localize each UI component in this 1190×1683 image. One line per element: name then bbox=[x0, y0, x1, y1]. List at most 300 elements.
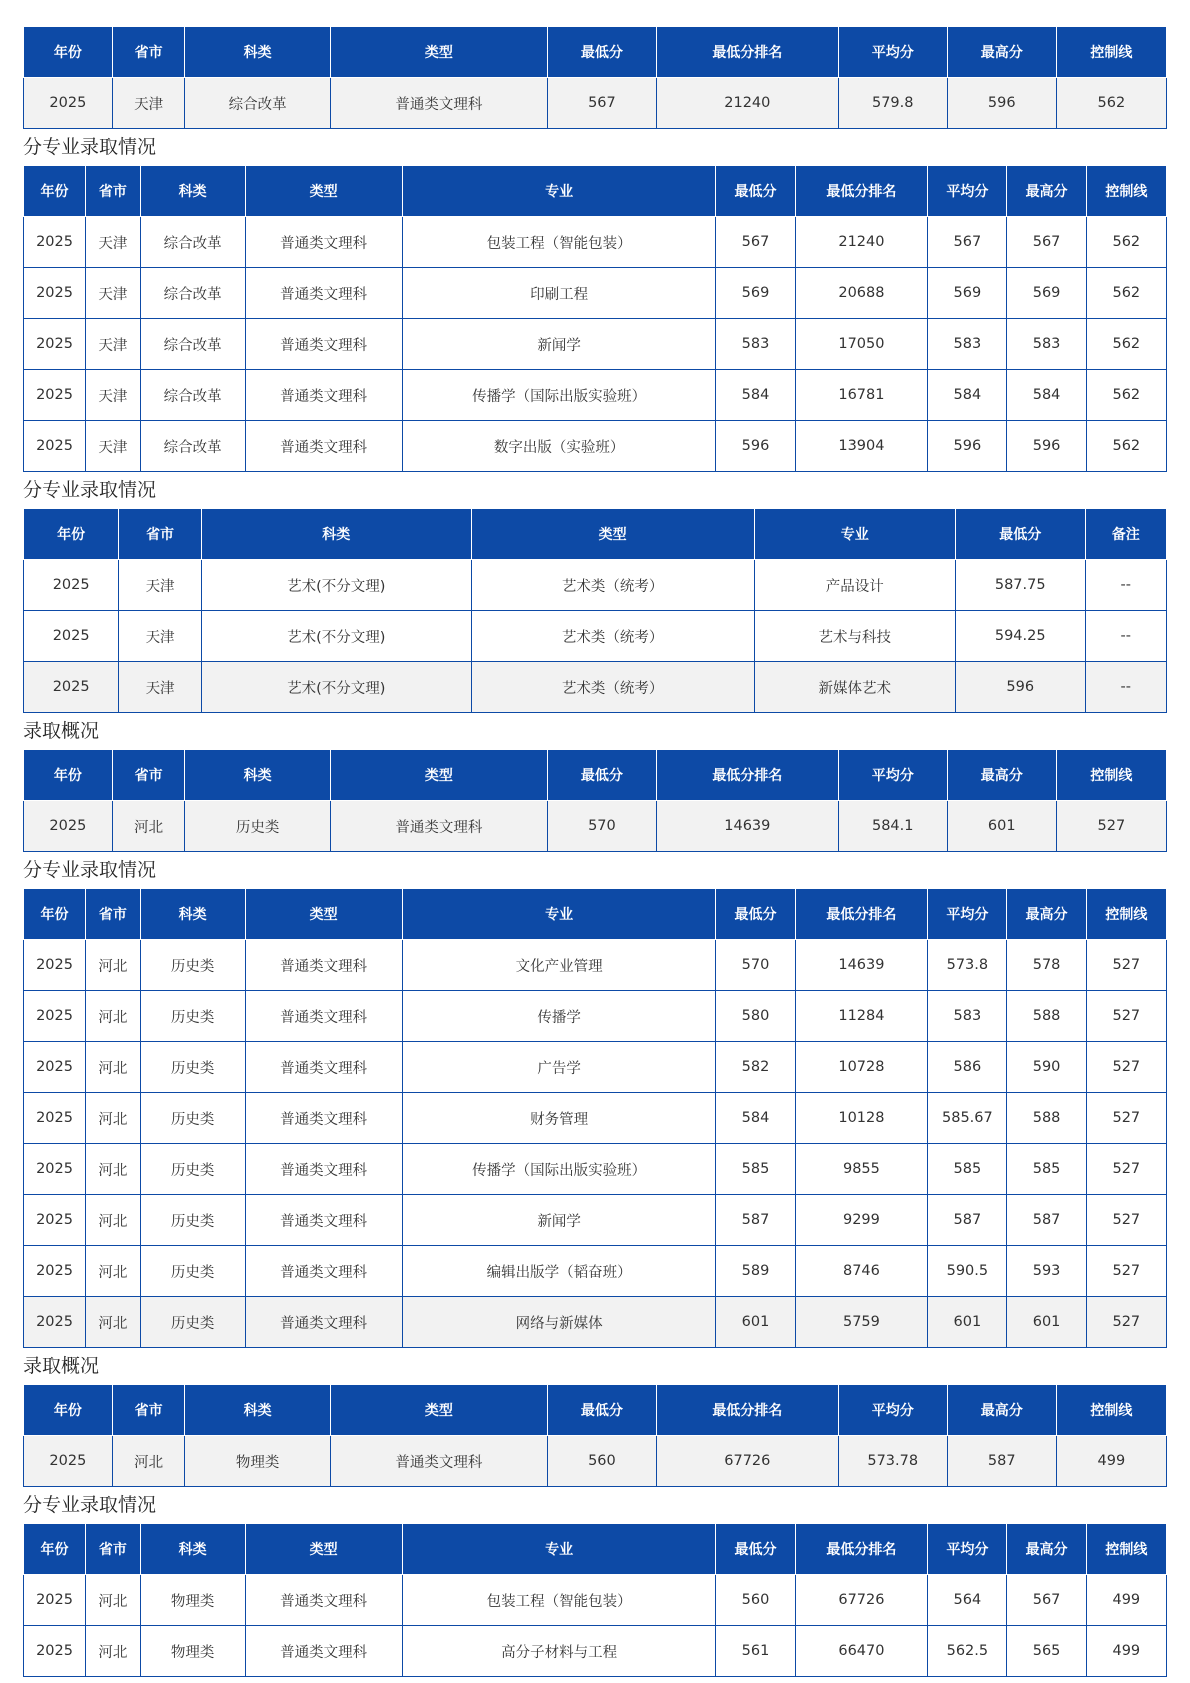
table-cell: 传播学 bbox=[402, 991, 716, 1042]
table-cell: 2025 bbox=[24, 1144, 86, 1195]
table-cell: 594.25 bbox=[955, 611, 1085, 662]
table-cell: 天津 bbox=[86, 268, 141, 319]
column-header: 平均分 bbox=[928, 889, 1007, 940]
column-header: 控制线 bbox=[1056, 750, 1166, 801]
table-cell: -- bbox=[1085, 662, 1166, 713]
table-cell: 普通类文理科 bbox=[245, 1575, 402, 1626]
column-header: 最低分 bbox=[716, 1524, 795, 1575]
column-header: 平均分 bbox=[928, 166, 1007, 217]
table-cell: 历史类 bbox=[140, 991, 245, 1042]
column-header: 备注 bbox=[1085, 509, 1166, 560]
table-cell: 河北 bbox=[86, 1297, 141, 1348]
table-cell: 财务管理 bbox=[402, 1093, 716, 1144]
table-row bbox=[24, 662, 1167, 713]
table-cell: 历史类 bbox=[185, 801, 330, 852]
table-cell: 596 bbox=[928, 421, 1007, 472]
column-header: 年份 bbox=[24, 166, 86, 217]
table-cell: 567 bbox=[1007, 217, 1086, 268]
table-row bbox=[24, 1436, 1167, 1487]
column-header: 最高分 bbox=[947, 1385, 1056, 1436]
column-header: 最低分排名 bbox=[795, 1524, 928, 1575]
table-cell: 艺术(不分文理) bbox=[201, 560, 471, 611]
column-header: 最低分排名 bbox=[656, 27, 838, 78]
table-cell: 普通类文理科 bbox=[245, 1042, 402, 1093]
column-header: 类型 bbox=[471, 509, 754, 560]
table-cell: 67726 bbox=[656, 1436, 838, 1487]
table-cell: 20688 bbox=[795, 268, 928, 319]
column-header: 最高分 bbox=[947, 750, 1056, 801]
table-header-row bbox=[24, 166, 1167, 217]
section-title: 录取概况 bbox=[23, 1355, 100, 1377]
column-header: 类型 bbox=[245, 1524, 402, 1575]
table-cell: 综合改革 bbox=[140, 370, 245, 421]
table-cell: 天津 bbox=[86, 370, 141, 421]
table-header-row bbox=[24, 889, 1167, 940]
table-cell: 16781 bbox=[795, 370, 928, 421]
table-row bbox=[24, 940, 1167, 991]
table-cell: 2025 bbox=[24, 1575, 86, 1626]
table-cell: 585 bbox=[716, 1144, 795, 1195]
table-cell: 普通类文理科 bbox=[245, 1246, 402, 1297]
admission-table bbox=[23, 1523, 1167, 1677]
table-row bbox=[24, 1575, 1167, 1626]
table-cell: 527 bbox=[1086, 1093, 1166, 1144]
table-cell: 综合改革 bbox=[185, 78, 330, 129]
table-cell: 新闻学 bbox=[402, 1195, 716, 1246]
table-cell: 综合改革 bbox=[140, 268, 245, 319]
table-cell: 588 bbox=[1007, 1093, 1086, 1144]
table-cell: -- bbox=[1085, 560, 1166, 611]
column-header: 类型 bbox=[245, 166, 402, 217]
table-row bbox=[24, 1093, 1167, 1144]
table-cell: 河北 bbox=[86, 1042, 141, 1093]
table-cell: 562 bbox=[1086, 319, 1166, 370]
admission-table bbox=[23, 165, 1167, 472]
column-header: 类型 bbox=[330, 1385, 547, 1436]
table-cell: 河北 bbox=[86, 940, 141, 991]
table-cell: 11284 bbox=[795, 991, 928, 1042]
table-cell: 10128 bbox=[795, 1093, 928, 1144]
column-header: 类型 bbox=[330, 27, 547, 78]
admission-table bbox=[23, 508, 1167, 713]
table-cell: 河北 bbox=[86, 1626, 141, 1677]
column-header: 科类 bbox=[140, 889, 245, 940]
table-cell: 普通类文理科 bbox=[245, 1297, 402, 1348]
table-cell: 文化产业管理 bbox=[402, 940, 716, 991]
table-cell: 2025 bbox=[24, 78, 113, 129]
table-cell: 普通类文理科 bbox=[245, 370, 402, 421]
table-cell: 普通类文理科 bbox=[245, 1195, 402, 1246]
table-cell: 583 bbox=[928, 319, 1007, 370]
column-header: 类型 bbox=[330, 750, 547, 801]
table-row bbox=[24, 217, 1167, 268]
table-cell: 2025 bbox=[24, 1297, 86, 1348]
table-cell: 2025 bbox=[24, 370, 86, 421]
table-header-row bbox=[24, 509, 1167, 560]
table-cell: 570 bbox=[547, 801, 656, 852]
table-cell: 2025 bbox=[24, 801, 113, 852]
table-header-row bbox=[24, 1524, 1167, 1575]
table-row bbox=[24, 991, 1167, 1042]
column-header: 专业 bbox=[402, 166, 716, 217]
table-cell: 河北 bbox=[86, 991, 141, 1042]
column-header: 平均分 bbox=[838, 27, 947, 78]
table-cell: 2025 bbox=[24, 1626, 86, 1677]
column-header: 专业 bbox=[754, 509, 955, 560]
table-cell: 河北 bbox=[86, 1144, 141, 1195]
table-cell: 17050 bbox=[795, 319, 928, 370]
column-header: 科类 bbox=[140, 1524, 245, 1575]
column-header: 专业 bbox=[402, 1524, 716, 1575]
column-header: 最高分 bbox=[1007, 166, 1086, 217]
table-cell: 2025 bbox=[24, 1436, 113, 1487]
table-cell: 527 bbox=[1086, 1195, 1166, 1246]
table-cell: 560 bbox=[716, 1575, 795, 1626]
table-cell: 艺术类（统考） bbox=[471, 662, 754, 713]
table-cell: 587 bbox=[716, 1195, 795, 1246]
table-cell: 567 bbox=[547, 78, 656, 129]
table-cell: 573.78 bbox=[838, 1436, 947, 1487]
table-cell: 14639 bbox=[656, 801, 838, 852]
table-cell: 527 bbox=[1086, 1144, 1166, 1195]
table-cell: 562 bbox=[1086, 268, 1166, 319]
table-cell: 584 bbox=[928, 370, 1007, 421]
table-cell: 传播学（国际出版实验班） bbox=[402, 370, 716, 421]
column-header: 最低分排名 bbox=[795, 166, 928, 217]
table-cell: 601 bbox=[1007, 1297, 1086, 1348]
table-cell: 567 bbox=[928, 217, 1007, 268]
table-cell: 河北 bbox=[86, 1575, 141, 1626]
table-cell: 2025 bbox=[24, 560, 119, 611]
table-cell: 综合改革 bbox=[140, 319, 245, 370]
table-cell: 9855 bbox=[795, 1144, 928, 1195]
table-cell: 历史类 bbox=[140, 1297, 245, 1348]
table-cell: 5759 bbox=[795, 1297, 928, 1348]
table-cell: 高分子材料与工程 bbox=[402, 1626, 716, 1677]
table-cell: 590.5 bbox=[928, 1246, 1007, 1297]
table-cell: 588 bbox=[1007, 991, 1086, 1042]
column-header: 平均分 bbox=[838, 750, 947, 801]
table-row bbox=[24, 1144, 1167, 1195]
table-cell: 527 bbox=[1056, 801, 1166, 852]
table-cell: 天津 bbox=[86, 217, 141, 268]
table-cell: 普通类文理科 bbox=[245, 1144, 402, 1195]
column-header: 科类 bbox=[140, 166, 245, 217]
table-cell: 普通类文理科 bbox=[330, 801, 547, 852]
table-cell: 584.1 bbox=[838, 801, 947, 852]
column-header: 最低分 bbox=[955, 509, 1085, 560]
table-cell: 天津 bbox=[119, 560, 201, 611]
table-cell: 584 bbox=[716, 370, 795, 421]
table-cell: 河北 bbox=[86, 1195, 141, 1246]
column-header: 类型 bbox=[245, 889, 402, 940]
table-cell: 569 bbox=[928, 268, 1007, 319]
table-cell: 2025 bbox=[24, 421, 86, 472]
table-cell: 578 bbox=[1007, 940, 1086, 991]
table-cell: 印刷工程 bbox=[402, 268, 716, 319]
table-cell: 普通类文理科 bbox=[245, 940, 402, 991]
table-cell: 583 bbox=[716, 319, 795, 370]
table-cell: 596 bbox=[1007, 421, 1086, 472]
table-cell: 585 bbox=[1007, 1144, 1086, 1195]
column-header: 最低分 bbox=[547, 27, 656, 78]
table-cell: 2025 bbox=[24, 268, 86, 319]
table-cell: 567 bbox=[716, 217, 795, 268]
table-cell: 普通类文理科 bbox=[245, 991, 402, 1042]
table-cell: 传播学（国际出版实验班） bbox=[402, 1144, 716, 1195]
admission-table bbox=[23, 749, 1167, 852]
table-cell: 艺术与科技 bbox=[754, 611, 955, 662]
column-header: 最高分 bbox=[1007, 889, 1086, 940]
column-header: 平均分 bbox=[838, 1385, 947, 1436]
table-cell: 历史类 bbox=[140, 1042, 245, 1093]
table-cell: 21240 bbox=[795, 217, 928, 268]
column-header: 最高分 bbox=[947, 27, 1056, 78]
column-header: 科类 bbox=[185, 27, 330, 78]
table-cell: 527 bbox=[1086, 1297, 1166, 1348]
table-cell: 普通类文理科 bbox=[330, 78, 547, 129]
admission-table bbox=[23, 26, 1167, 129]
table-header-row bbox=[24, 27, 1167, 78]
table-cell: 499 bbox=[1086, 1575, 1166, 1626]
table-cell: 2025 bbox=[24, 991, 86, 1042]
table-cell: 普通类文理科 bbox=[245, 268, 402, 319]
table-cell: 10728 bbox=[795, 1042, 928, 1093]
table-cell: 艺术类（统考） bbox=[471, 560, 754, 611]
column-header: 年份 bbox=[24, 27, 113, 78]
table-cell: 天津 bbox=[86, 421, 141, 472]
table-cell: 67726 bbox=[795, 1575, 928, 1626]
column-header: 科类 bbox=[185, 1385, 330, 1436]
column-header: 最低分排名 bbox=[656, 750, 838, 801]
table-row bbox=[24, 1297, 1167, 1348]
table-cell: 河北 bbox=[112, 1436, 185, 1487]
table-cell: 569 bbox=[1007, 268, 1086, 319]
section-title: 录取概况 bbox=[23, 720, 100, 742]
table-cell: 2025 bbox=[24, 611, 119, 662]
table-row bbox=[24, 1042, 1167, 1093]
table-cell: 561 bbox=[716, 1626, 795, 1677]
table-cell: 2025 bbox=[24, 1093, 86, 1144]
column-header: 省市 bbox=[112, 27, 185, 78]
table-row bbox=[24, 421, 1167, 472]
table-cell: 584 bbox=[716, 1093, 795, 1144]
table-row bbox=[24, 560, 1167, 611]
table-cell: 13904 bbox=[795, 421, 928, 472]
column-header: 年份 bbox=[24, 509, 119, 560]
table-cell: 580 bbox=[716, 991, 795, 1042]
table-cell: 601 bbox=[928, 1297, 1007, 1348]
table-cell: 历史类 bbox=[140, 1246, 245, 1297]
column-header: 最低分 bbox=[547, 750, 656, 801]
table-cell: 产品设计 bbox=[754, 560, 955, 611]
table-row bbox=[24, 78, 1167, 129]
table-cell: 569 bbox=[716, 268, 795, 319]
table-header-row bbox=[24, 1385, 1167, 1436]
table-cell: 数字出版（实验班） bbox=[402, 421, 716, 472]
column-header: 控制线 bbox=[1086, 166, 1166, 217]
table-cell: 582 bbox=[716, 1042, 795, 1093]
table-cell: 普通类文理科 bbox=[245, 421, 402, 472]
column-header: 省市 bbox=[86, 1524, 141, 1575]
table-cell: 562.5 bbox=[928, 1626, 1007, 1677]
column-header: 省市 bbox=[86, 889, 141, 940]
table-cell: 2025 bbox=[24, 940, 86, 991]
table-row bbox=[24, 1195, 1167, 1246]
table-cell: 艺术(不分文理) bbox=[201, 662, 471, 713]
table-cell: 586 bbox=[928, 1042, 1007, 1093]
column-header: 年份 bbox=[24, 889, 86, 940]
column-header: 年份 bbox=[24, 1385, 113, 1436]
table-cell: 527 bbox=[1086, 991, 1166, 1042]
column-header: 科类 bbox=[201, 509, 471, 560]
table-cell: 2025 bbox=[24, 1042, 86, 1093]
table-cell: 2025 bbox=[24, 662, 119, 713]
column-header: 最低分排名 bbox=[795, 889, 928, 940]
table-cell: 历史类 bbox=[140, 940, 245, 991]
table-cell: 9299 bbox=[795, 1195, 928, 1246]
column-header: 最高分 bbox=[1007, 1524, 1086, 1575]
table-cell: 天津 bbox=[86, 319, 141, 370]
column-header: 控制线 bbox=[1056, 1385, 1166, 1436]
table-cell: 562 bbox=[1056, 78, 1166, 129]
table-cell: 网络与新媒体 bbox=[402, 1297, 716, 1348]
table-cell: 585 bbox=[928, 1144, 1007, 1195]
table-cell: 2025 bbox=[24, 1195, 86, 1246]
table-cell: 587 bbox=[928, 1195, 1007, 1246]
table-cell: 包装工程（智能包装） bbox=[402, 1575, 716, 1626]
table-cell: 601 bbox=[716, 1297, 795, 1348]
column-header: 控制线 bbox=[1086, 889, 1166, 940]
table-cell: 589 bbox=[716, 1246, 795, 1297]
table-cell: 499 bbox=[1056, 1436, 1166, 1487]
table-cell: 579.8 bbox=[838, 78, 947, 129]
table-cell: 567 bbox=[1007, 1575, 1086, 1626]
table-cell: 普通类文理科 bbox=[245, 319, 402, 370]
column-header: 专业 bbox=[402, 889, 716, 940]
column-header: 省市 bbox=[119, 509, 201, 560]
table-cell: 天津 bbox=[119, 662, 201, 713]
table-cell: 570 bbox=[716, 940, 795, 991]
table-cell: 历史类 bbox=[140, 1144, 245, 1195]
table-cell: 596 bbox=[947, 78, 1056, 129]
table-row bbox=[24, 1246, 1167, 1297]
table-cell: 天津 bbox=[119, 611, 201, 662]
table-cell: 565 bbox=[1007, 1626, 1086, 1677]
column-header: 控制线 bbox=[1056, 27, 1166, 78]
column-header: 年份 bbox=[24, 1524, 86, 1575]
table-cell: 564 bbox=[928, 1575, 1007, 1626]
table-cell: 527 bbox=[1086, 1042, 1166, 1093]
table-cell: 499 bbox=[1086, 1626, 1166, 1677]
table-cell: 562 bbox=[1086, 421, 1166, 472]
table-cell: 普通类文理科 bbox=[245, 217, 402, 268]
section-title: 分专业录取情况 bbox=[23, 859, 157, 881]
table-row bbox=[24, 1626, 1167, 1677]
table-cell: 573.8 bbox=[928, 940, 1007, 991]
table-cell: 21240 bbox=[656, 78, 838, 129]
column-header: 科类 bbox=[185, 750, 330, 801]
column-header: 年份 bbox=[24, 750, 113, 801]
table-cell: 历史类 bbox=[140, 1195, 245, 1246]
table-cell: 艺术类（统考） bbox=[471, 611, 754, 662]
table-row bbox=[24, 319, 1167, 370]
table-cell: 天津 bbox=[112, 78, 185, 129]
table-cell: 编辑出版学（韬奋班） bbox=[402, 1246, 716, 1297]
section-title: 分专业录取情况 bbox=[23, 136, 157, 158]
table-cell: 560 bbox=[547, 1436, 656, 1487]
table-cell: -- bbox=[1085, 611, 1166, 662]
admission-table bbox=[23, 888, 1167, 1348]
section-title: 分专业录取情况 bbox=[23, 1494, 157, 1516]
table-cell: 66470 bbox=[795, 1626, 928, 1677]
table-cell: 14639 bbox=[795, 940, 928, 991]
table-cell: 物理类 bbox=[140, 1575, 245, 1626]
column-header: 平均分 bbox=[928, 1524, 1007, 1575]
table-cell: 广告学 bbox=[402, 1042, 716, 1093]
column-header: 省市 bbox=[112, 1385, 185, 1436]
table-cell: 601 bbox=[947, 801, 1056, 852]
table-cell: 包装工程（智能包装） bbox=[402, 217, 716, 268]
column-header: 最低分 bbox=[547, 1385, 656, 1436]
table-cell: 河北 bbox=[112, 801, 185, 852]
table-cell: 普通类文理科 bbox=[330, 1436, 547, 1487]
table-cell: 河北 bbox=[86, 1093, 141, 1144]
column-header: 最低分排名 bbox=[656, 1385, 838, 1436]
table-cell: 587.75 bbox=[955, 560, 1085, 611]
table-cell: 8746 bbox=[795, 1246, 928, 1297]
table-cell: 2025 bbox=[24, 217, 86, 268]
column-header: 省市 bbox=[86, 166, 141, 217]
column-header: 省市 bbox=[112, 750, 185, 801]
table-row bbox=[24, 268, 1167, 319]
table-cell: 527 bbox=[1086, 940, 1166, 991]
table-header-row bbox=[24, 750, 1167, 801]
table-cell: 527 bbox=[1086, 1246, 1166, 1297]
table-cell: 综合改革 bbox=[140, 217, 245, 268]
table-cell: 河北 bbox=[86, 1246, 141, 1297]
table-cell: 新闻学 bbox=[402, 319, 716, 370]
column-header: 控制线 bbox=[1086, 1524, 1166, 1575]
admission-table bbox=[23, 1384, 1167, 1487]
table-cell: 593 bbox=[1007, 1246, 1086, 1297]
table-cell: 物理类 bbox=[185, 1436, 330, 1487]
table-row bbox=[24, 611, 1167, 662]
table-cell: 艺术(不分文理) bbox=[201, 611, 471, 662]
table-cell: 562 bbox=[1086, 217, 1166, 268]
table-cell: 2025 bbox=[24, 319, 86, 370]
column-header: 最低分 bbox=[716, 889, 795, 940]
table-row bbox=[24, 370, 1167, 421]
table-cell: 物理类 bbox=[140, 1626, 245, 1677]
table-cell: 590 bbox=[1007, 1042, 1086, 1093]
table-cell: 新媒体艺术 bbox=[754, 662, 955, 713]
table-cell: 普通类文理科 bbox=[245, 1093, 402, 1144]
table-cell: 普通类文理科 bbox=[245, 1626, 402, 1677]
table-cell: 2025 bbox=[24, 1246, 86, 1297]
table-cell: 596 bbox=[955, 662, 1085, 713]
table-cell: 587 bbox=[947, 1436, 1056, 1487]
table-cell: 583 bbox=[1007, 319, 1086, 370]
table-row bbox=[24, 801, 1167, 852]
table-cell: 历史类 bbox=[140, 1093, 245, 1144]
table-cell: 562 bbox=[1086, 370, 1166, 421]
table-cell: 585.67 bbox=[928, 1093, 1007, 1144]
admission-tables-container bbox=[23, 26, 1167, 1677]
table-cell: 587 bbox=[1007, 1195, 1086, 1246]
table-cell: 583 bbox=[928, 991, 1007, 1042]
section-title: 分专业录取情况 bbox=[23, 479, 157, 501]
